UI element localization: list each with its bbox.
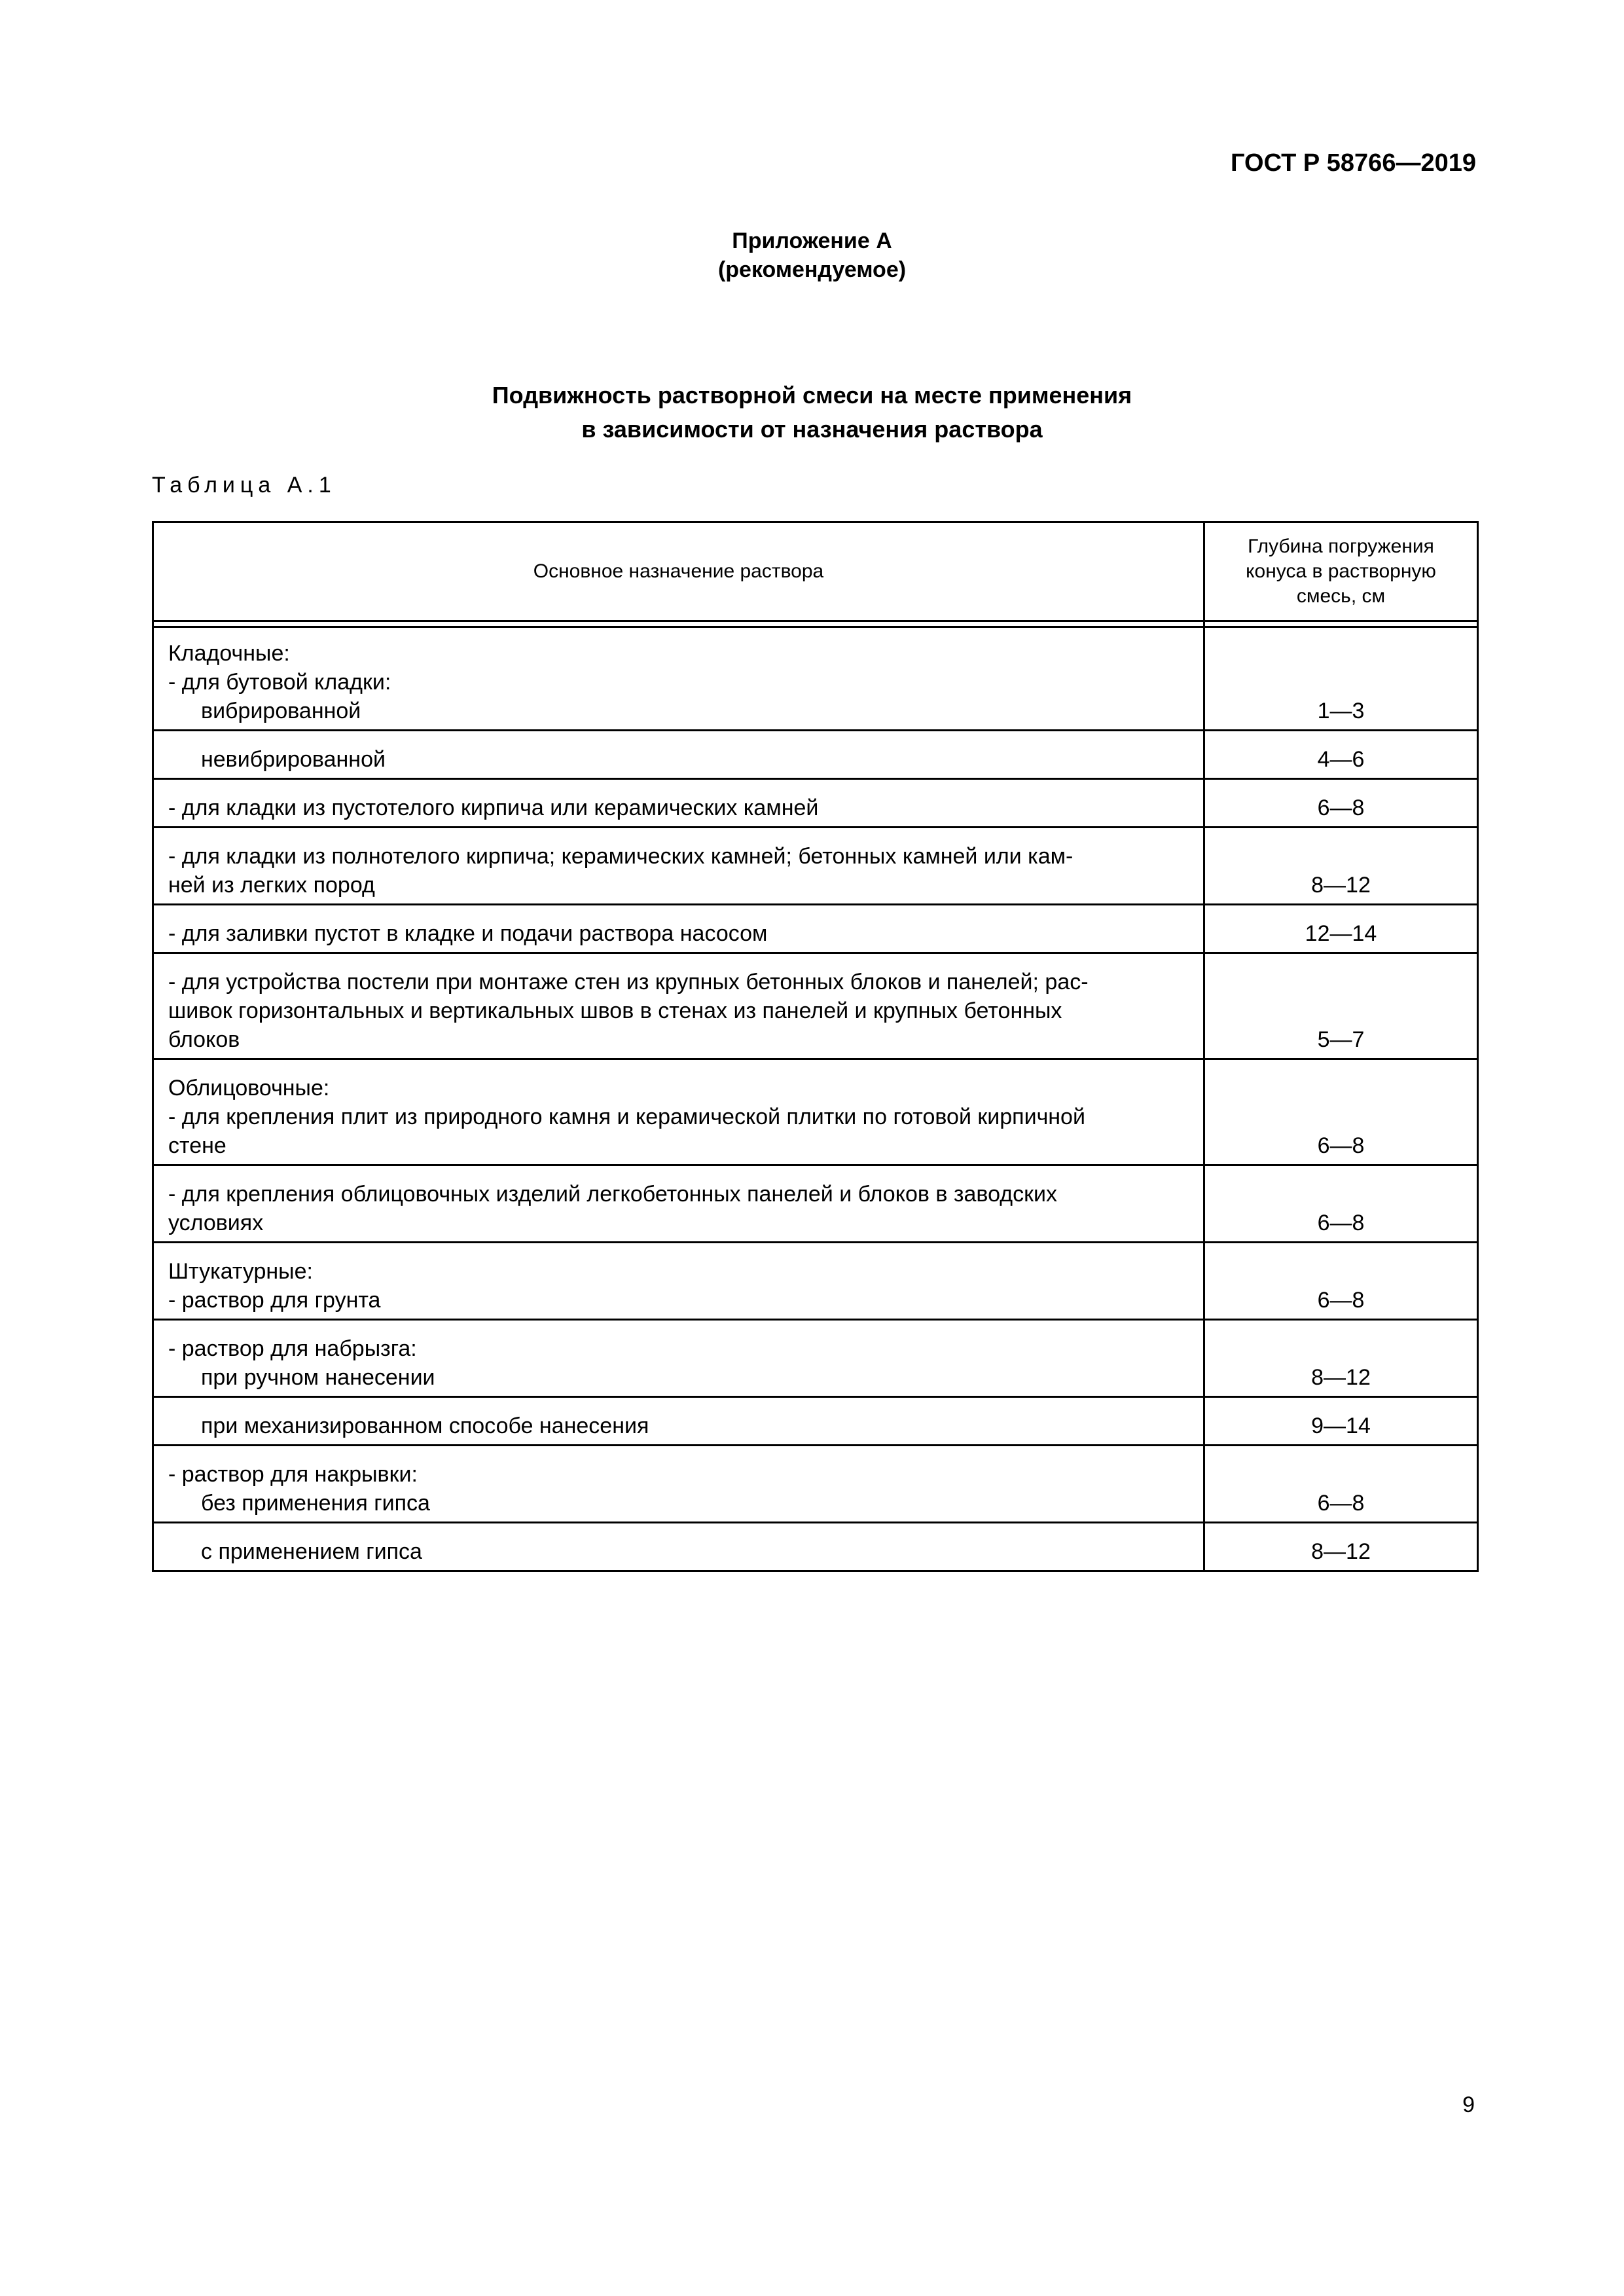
row-label [153,953,1204,1059]
section-title-plaster: Штукатурные: [168,1259,313,1284]
row-label-line: стене [168,1133,226,1158]
row-label-line: с применением гипса [201,1539,422,1564]
row-label-line: ней из легких пород [168,873,375,898]
row-value: 5—7 [1204,953,1478,1059]
column-header-depth-line-1: Глубина погружения [1248,536,1434,557]
row-label-line: - для крепления плит из природного камня и керамической плитки по готовой кирпичной [168,1104,1085,1129]
row-value: 1—3 [1204,627,1478,731]
row-label-line: без применения гипса [201,1491,430,1516]
annex-title: Приложение А [732,228,892,253]
table-row [153,627,1478,731]
document-title-line-1: Подвижность растворной смеси на месте применения [492,382,1132,409]
row-label [153,828,1204,905]
page-number: 9 [1462,2092,1475,2117]
table-row [153,779,1478,828]
mortar-mobility-table [152,521,1479,1572]
row-label-line: - раствор для накрывки: [168,1462,418,1487]
row-label: - для заливки пустот в кладке и подачи раствора насосом [153,905,1204,953]
row-value: 8—12 [1204,1523,1478,1571]
row-label [153,1243,1204,1320]
row-label [153,1397,1204,1446]
table-row [153,1165,1478,1243]
section-title-facing: Облицовочные: [168,1076,330,1101]
row-label-line: - для кладки из полнотелого кирпича; керамических камней; бетонных камней или кам- [168,844,1074,869]
table-row [153,1243,1478,1320]
annex-heading [0,227,1624,284]
row-value: 8—12 [1204,828,1478,905]
header-separator [153,621,1478,627]
row-label [153,1059,1204,1165]
row-value: 9—14 [1204,1397,1478,1446]
annex-subtitle: (рекомендуемое) [717,257,907,282]
section-title-masonry: Кладочные: [168,641,290,666]
table-row [153,1446,1478,1523]
table-row [153,905,1478,953]
column-header-depth [1204,522,1478,621]
row-label-non-vibrated: невибрированной [201,747,386,772]
row-label-line: при механизированном способе нанесения [201,1413,649,1438]
row-label-line: - раствор для набрызга: [168,1336,417,1361]
table-row [153,828,1478,905]
column-header-depth-line-2: конуса в растворную [1246,560,1436,582]
row-value: 6—8 [1204,1446,1478,1523]
row-value: 6—8 [1204,1243,1478,1320]
row-value: 6—8 [1204,1059,1478,1165]
table-row [153,1059,1478,1165]
row-label-line: - для крепления облицовочных изделий легкобетонных панелей и блоков в заводских [168,1182,1057,1207]
row-label-rubble: - для бутовой кладки: [168,670,391,695]
row-value: 8—12 [1204,1320,1478,1397]
row-value: 12—14 [1204,905,1478,953]
table-label: Таблица А.1 [152,473,336,498]
table-row [153,953,1478,1059]
column-header-purpose: Основное назначение раствора [153,522,1204,621]
row-label [153,1165,1204,1243]
table-row [153,731,1478,779]
row-value: 6—8 [1204,1165,1478,1243]
table-row [153,1523,1478,1571]
row-label [153,731,1204,779]
document-title [0,378,1624,446]
column-header-depth-line-3: смесь, см [1296,585,1386,607]
row-label-vibrated: вибрированной [201,699,361,723]
row-label [153,1446,1204,1523]
row-label [153,627,1204,731]
row-value: 4—6 [1204,731,1478,779]
row-value: 6—8 [1204,779,1478,828]
standard-code: ГОСТ Р 58766—2019 [1231,149,1476,177]
table-row [153,1397,1478,1446]
row-label-line: - раствор для грунта [168,1288,381,1313]
row-label-line: блоков [168,1027,240,1052]
row-label: - для кладки из пустотелого кирпича или керамических камней [153,779,1204,828]
row-label [153,1320,1204,1397]
document-title-line-2: в зависимости от назначения раствора [581,416,1043,443]
row-label-line: условиях [168,1211,264,1235]
table-row [153,1320,1478,1397]
row-label [153,1523,1204,1571]
row-label-line: - для устройства постели при монтаже стен из крупных бетонных блоков и панелей; рас- [168,970,1089,994]
row-label-line: шивок горизонтальных и вертикальных швов в стенах из панелей и крупных бетонных [168,998,1062,1023]
table-header-row [153,522,1478,621]
row-label-line: при ручном нанесении [201,1365,435,1390]
